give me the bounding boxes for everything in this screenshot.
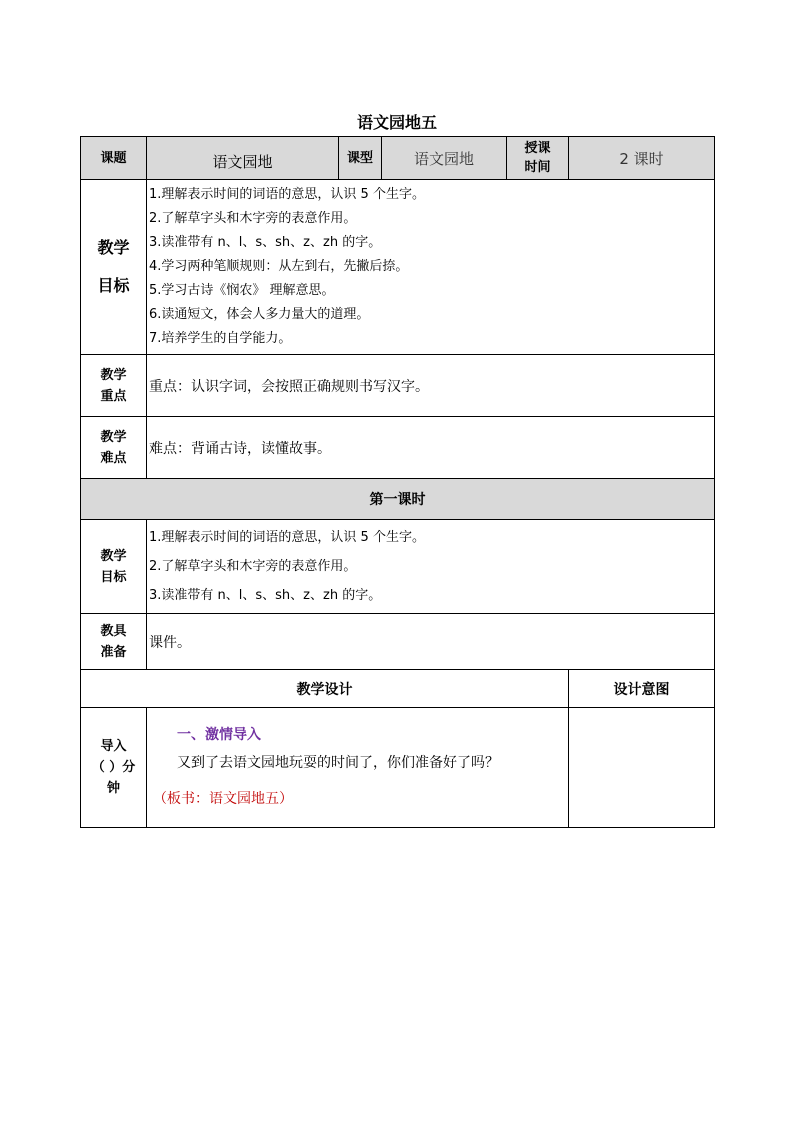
tools-label-line2: 准备 — [100, 644, 127, 660]
lesson1-heading: 第一课时 — [81, 479, 715, 520]
goals-row — [81, 180, 715, 355]
intro-intent-cell — [569, 708, 715, 828]
time-label-line2: 时间 — [524, 160, 551, 175]
intro-label-line3: 钟 — [106, 781, 120, 796]
topic-value: 语文园地 — [147, 137, 339, 180]
difficulties-label — [81, 417, 147, 479]
tools-label — [81, 614, 147, 670]
type-value: 语文园地 — [382, 137, 507, 180]
goal-item: 2.了解草字头和木字旁的表意作用。 — [149, 211, 357, 226]
lesson1-goals-label-line1: 教学 — [100, 548, 127, 564]
key-points-text: 重点：认识字词，会按照正确规则书写汉字。 — [147, 355, 715, 417]
time-label — [507, 137, 569, 180]
goal-item: 1.理解表示时间的词语的意思，认识 5 个生字。 — [149, 187, 425, 202]
goals-label-line2: 目标 — [97, 276, 130, 295]
difficulties-label-line2: 难点 — [100, 450, 127, 466]
intro-label — [81, 708, 147, 828]
difficulties-text: 难点：背诵古诗，读懂故事。 — [147, 417, 715, 479]
lesson1-goals-row — [81, 520, 715, 614]
key-points-label — [81, 355, 147, 417]
goals-list — [147, 180, 715, 355]
board-note: （板书：语文园地五） — [153, 791, 293, 807]
type-label: 课型 — [339, 137, 382, 180]
lesson1-goals-label — [81, 520, 147, 614]
design-header-row — [81, 670, 715, 708]
goal-item: 4.学习两种笔顺规则：从左到右，先撇后捺。 — [149, 259, 409, 274]
tools-label-line1: 教具 — [100, 623, 127, 639]
difficulties-row — [81, 417, 715, 479]
key-points-row — [81, 355, 715, 417]
topic-label: 课题 — [81, 137, 147, 180]
goal-item: 6.读通短文，体会人多力量大的道理。 — [149, 307, 370, 322]
lesson1-goal-item: 3.读准带有 n、l、s、sh、z、zh 的字。 — [149, 588, 382, 603]
intro-row — [81, 708, 715, 828]
intro-paragraph: 又到了去语文园地玩耍的时间了，你们准备好了吗？ — [177, 755, 499, 771]
tools-row — [81, 614, 715, 670]
time-label-line1: 授课 — [524, 141, 551, 156]
goal-item: 3.读准带有 n、l、s、sh、z、zh 的字。 — [149, 235, 382, 250]
lesson1-heading-row — [81, 479, 715, 520]
lesson1-goals-label-line2: 目标 — [100, 569, 127, 585]
intro-section-heading: 一、激情导入 — [177, 727, 261, 743]
difficulties-label-line1: 教学 — [100, 429, 127, 445]
lesson1-goal-item: 1.理解表示时间的词语的意思，认识 5 个生字。 — [149, 530, 425, 545]
intro-label-line1: 导入 — [100, 739, 127, 754]
key-points-label-line1: 教学 — [100, 367, 127, 383]
intro-label-line2: （ ）分 — [91, 760, 136, 775]
header-row — [81, 137, 715, 180]
intent-label: 设计意图 — [569, 670, 715, 708]
goals-label — [81, 180, 147, 355]
goal-item: 5.学习古诗《悯农》 理解意思。 — [149, 283, 335, 298]
document-title: 语文园地五 — [356, 113, 437, 132]
goal-item: 7.培养学生的自学能力。 — [149, 331, 292, 346]
tools-text: 课件。 — [147, 614, 715, 670]
time-value: 2 课时 — [569, 137, 715, 180]
lesson-plan-table — [80, 136, 715, 828]
intro-content — [147, 708, 569, 828]
lesson1-goal-item: 2.了解草字头和木字旁的表意作用。 — [149, 559, 357, 574]
key-points-label-line2: 重点 — [100, 388, 127, 404]
lesson1-goals-list — [147, 520, 715, 614]
goals-label-line1: 教学 — [97, 238, 130, 257]
design-label: 教学设计 — [81, 670, 569, 708]
